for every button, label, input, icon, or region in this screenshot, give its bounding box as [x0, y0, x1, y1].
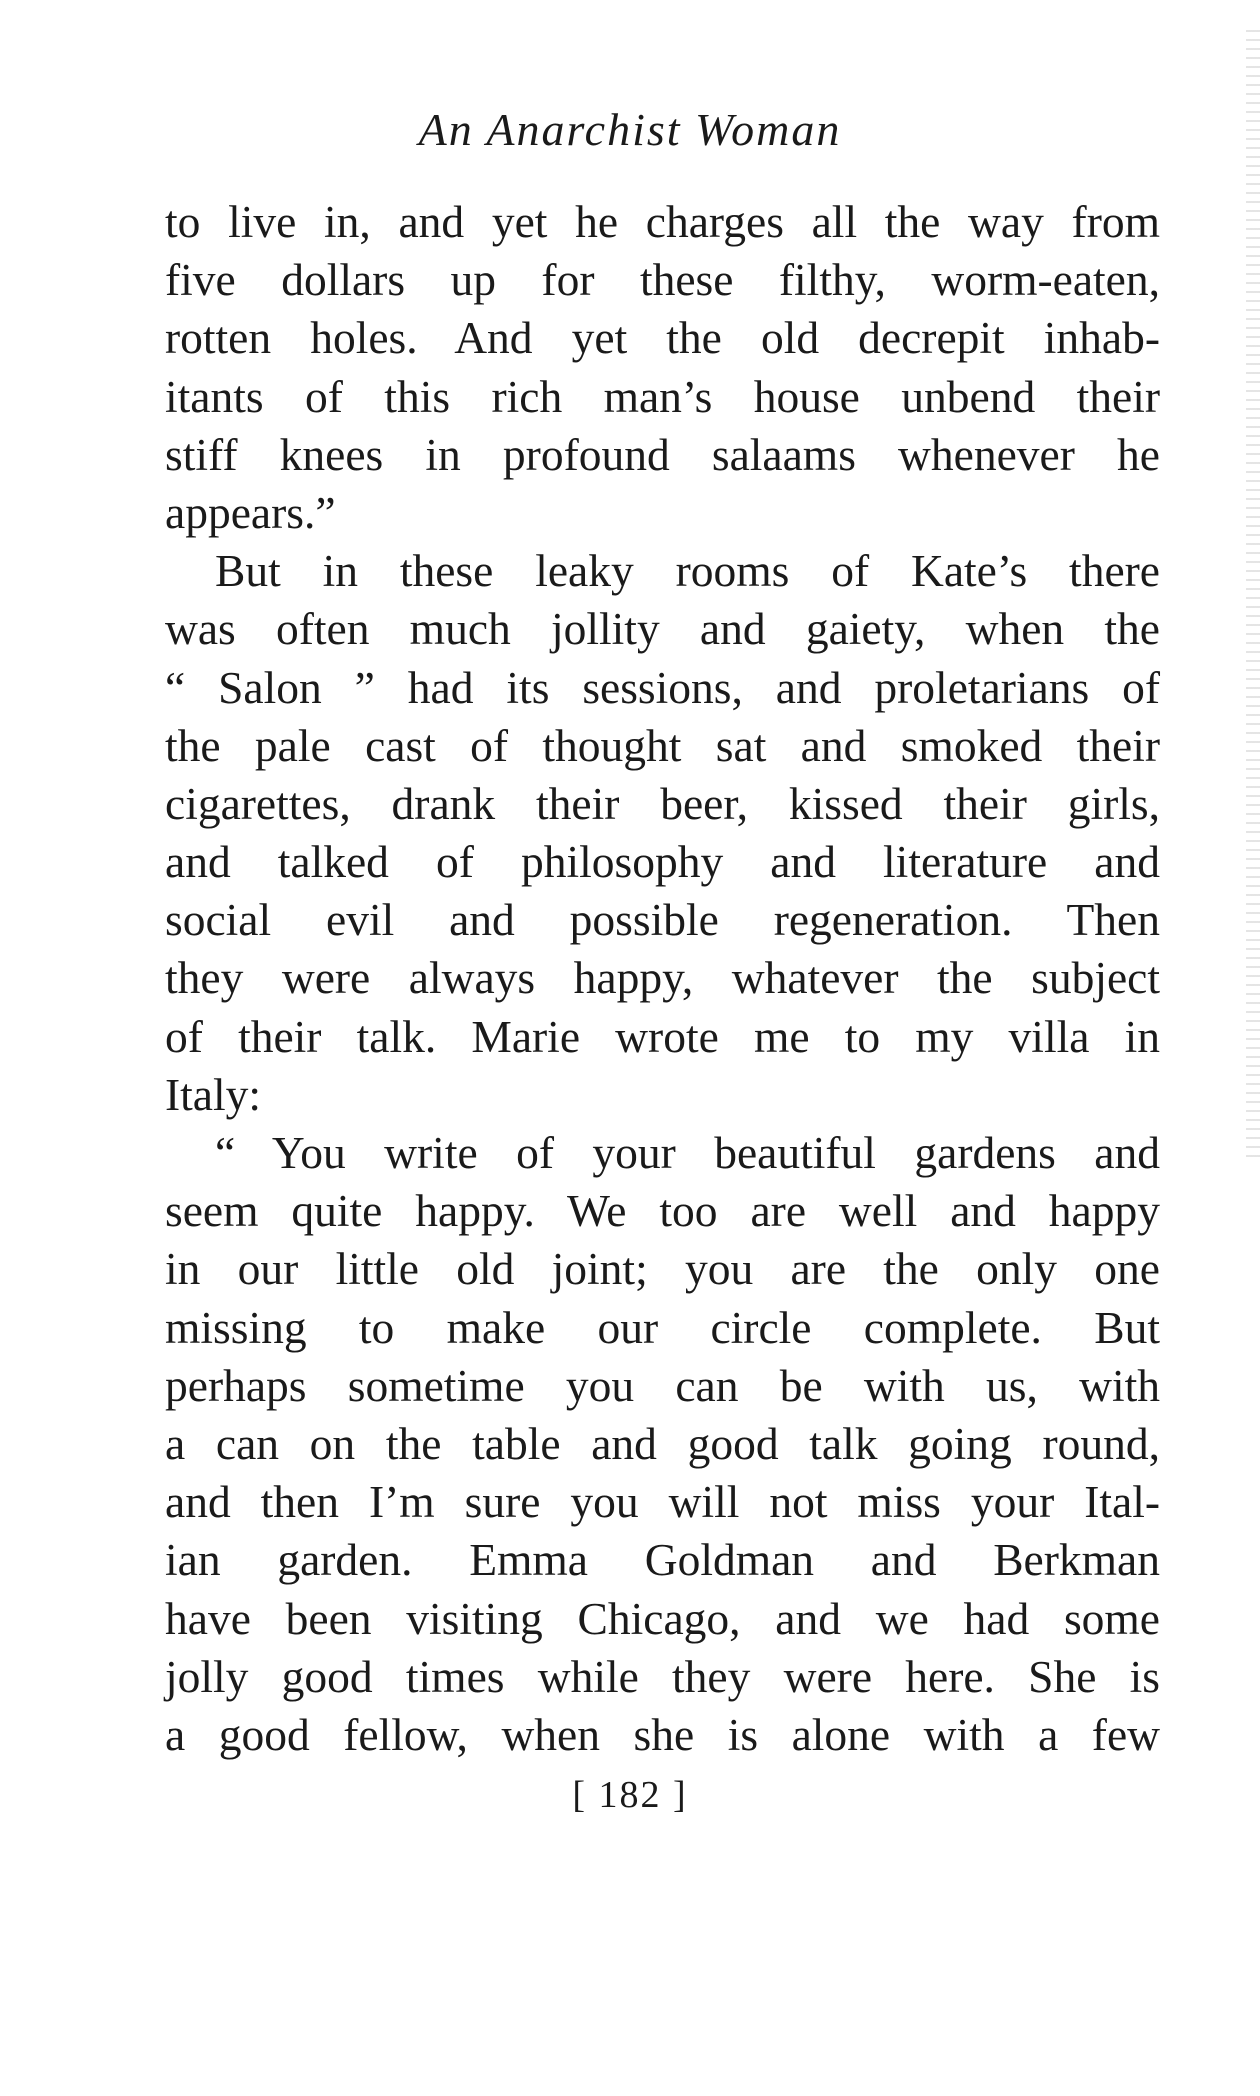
text-line: the pale cast of thought sat and smoked their — [165, 719, 1160, 771]
text-line: cigarettes, drank their beer, kissed their girls, — [165, 777, 1160, 829]
text-line: of their talk. Marie wrote me to my villa in — [165, 1010, 1160, 1062]
text-line: stiff knees in profound salaams whenever he — [165, 428, 1160, 480]
text-line: a can on the table and good talk going round, — [165, 1417, 1160, 1469]
text-line: in our little old joint; you are the only one — [165, 1243, 1160, 1295]
text-line: appears.” — [165, 486, 336, 538]
text-line: “ Salon ” had its sessions, and proletarians of — [165, 661, 1160, 713]
text-line: missing to make our circle complete. But — [165, 1301, 1160, 1353]
text-line: social evil and possible regeneration. Then — [165, 894, 1160, 946]
text-line: they were always happy, whatever the subject — [165, 952, 1160, 1004]
text-line: itants of this rich man’s house unbend their — [165, 370, 1160, 422]
text-line: and talked of philosophy and literature and — [165, 836, 1160, 888]
text-line: seem quite happy. We too are well and happy — [165, 1185, 1160, 1237]
running-head: An Anarchist Woman — [418, 104, 842, 155]
text-line: was often much jollity and gaiety, when the — [165, 603, 1160, 655]
text-line: ian garden. Emma Goldman and Berkman — [165, 1534, 1160, 1586]
text-line: jolly good times while they were here. She is — [165, 1650, 1160, 1702]
text-line: Italy: — [165, 1068, 262, 1120]
text-line: But in these leaky rooms of Kate’s there — [215, 545, 1160, 597]
text-line: five dollars up for these filthy, worm-eaten, — [165, 254, 1160, 306]
body-text — [165, 193, 1160, 1764]
page-edge-shadow — [1246, 30, 1260, 1160]
text-line: rotten holes. And yet the old decrepit inhab- — [165, 312, 1160, 364]
text-line: perhaps sometime you can be with us, with — [165, 1359, 1160, 1411]
text-line: “ You write of your beautiful gardens and — [215, 1127, 1160, 1178]
text-line: and then I’m sure you will not miss your Ital- — [165, 1476, 1160, 1528]
page-number: [ 182 ] — [572, 1774, 688, 1816]
text-line: to live in, and yet he charges all the way from — [165, 196, 1160, 247]
text-line: a good fellow, when she is alone with a few — [165, 1708, 1160, 1760]
text-line: have been visiting Chicago, and we had some — [165, 1592, 1160, 1644]
